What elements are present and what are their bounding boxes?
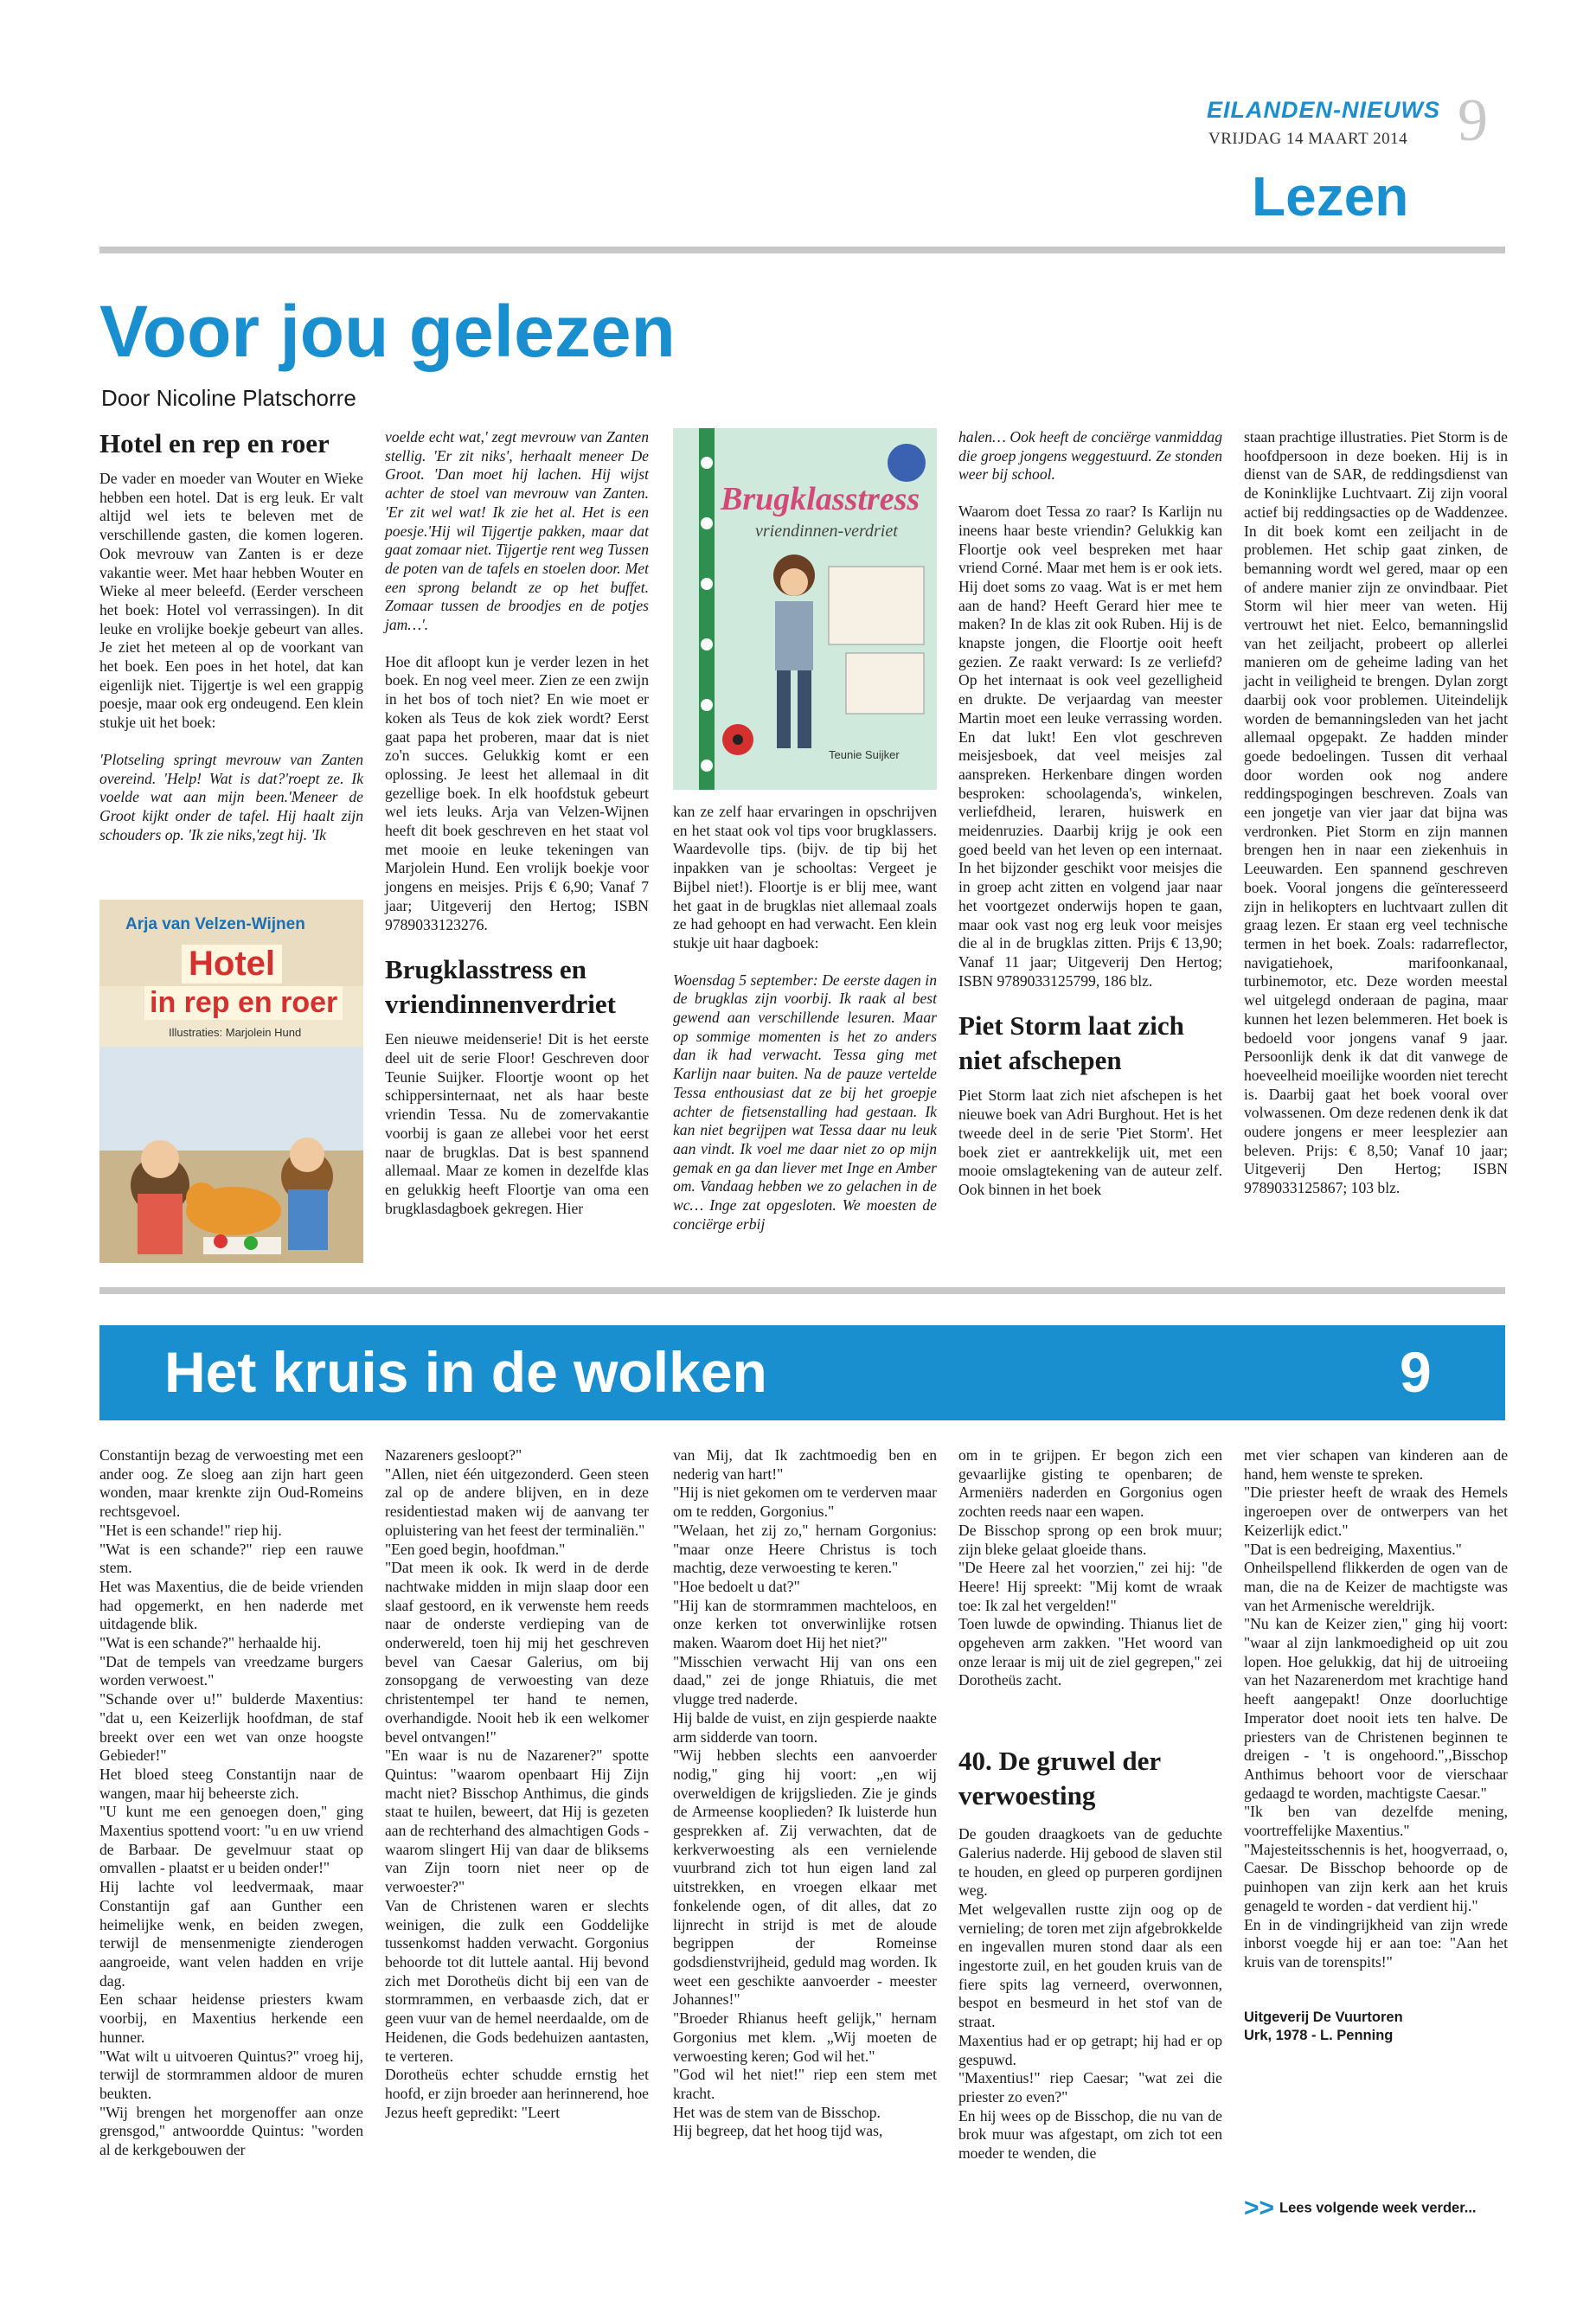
serial-paragraph: "Welaan, het zij zo," hernam Gorgonius: "maar onze Heere Christus is toch machtig, deze verwoesting te keren." bbox=[673, 1521, 937, 1577]
review3-body: staan prachtige illustraties. Piet Storm is de hoofdpersoon in deze boeken. Hij is in dienst van de SAR, de reddingsdienst van de Koninklijke Luchtvaart. Zij zijn vooral actief bij reddingsacties op de Waddenzee. In dit boek komt een zeiljacht in de problemen. Het schip gaat zinken, de bemanning wordt wel gered, maar op een of andere manier zijn ze onvindbaar. Piet Storm wil hier meer van weten. Hij vertrouwt het niet. Eelco, bemanningslid van het zeiljacht, probeert op allerlei manieren om de geheime lading van het jacht in veiligheid te brengen. Dylan zorgt daarbij ook voor problemen. Uiteindelijk worden de bemanningsleden van het jacht allemaal opgepakt. Ze hadden minder goede bedoelingen. Tussen dit verhaal door worden ook nog andere reddingspogingen beschreven. Zoals van een jongetje van vier jaar dat bijna was verdronken. Piet Storm en zijn mannen brengen hen in naar een ziekenhuis in Leeuwarden. Een spannend geschreven boek. Vooral jongens die geïnteresseerd zijn in helikopters en luchtvaart zullen dit graag lezen. Er staan erg veel technische termen in het boek. Zoals: radarreflector, navigatiehoek, marifoonkanaal, turbinemotor, etc. Deze worden meestal wel uitgelegd onderaan de pagina, maar kunnen het lezen belemmeren. Het boek is bedoeld voor jongens vanaf 9 jaar. Persoonlijk denk ik dat dit vanwege de hoeveelheid moeilijke woorden niet terecht is. Daarbij gaat het boek vooral over volwassenen. Om deze redenen denk ik dat oudere jongens er meer leesplezier aan beleven. Prijs: € 8,50; Vanaf 10 jaar; Uitgeverij Den Hertog; ISBN 9789033125867; 103 blz. bbox=[1244, 428, 1508, 1197]
brugklas-cover-title-b: vriendinnen-verdriet bbox=[755, 522, 898, 541]
review1-paragraph: De vader en moeder van Wouter en Wieke hebben een hotel. Dat is erg leuk. Er valt altijd wel iets te beleven met de verschillende gasten, die komen logeren. Ook mevrouw van Zanten is er deze vakantie weer. Met haar hebben Wouter en Wieke al meer beleefd. (Eerder verscheen het boek: Hotel vol verrassingen). In dit leuke en vrolijke boekje gebeurt van alles. Je ziet het meteen al op de voorkant van het boek. Een poes in het hotel, dat kan eigenlijk niet. Tijgertje is wel een grappig poesje, maar ook erg ondeugend. Een klein stukje uit het boek: bbox=[99, 470, 363, 732]
brugklas-cover-title-a: Brugklasstress bbox=[721, 481, 920, 517]
brugklas-book-cover bbox=[673, 428, 937, 790]
review-column-2 bbox=[385, 428, 649, 1236]
serial-column-4 bbox=[958, 1446, 1222, 2163]
double-arrow-icon: >> bbox=[1244, 2194, 1275, 2222]
serial-paragraph: "Dat is een bedreiging, Maxentius." bbox=[1244, 1540, 1462, 1558]
review1-conclusion: Hoe dit afloopt kun je verder lezen in het boek. En nog veel meer. Zien ze een zwijn in het bos of toch niet? En wie moet er koken als Teus de kok ziek wordt? Eerst gaat papa het proberen, maar dat is niet zo'n succes. Gelukkig komt er een oplossing. Je leest het allemaal in dit gezellige boek. In elk hoofdstuk gebeurt wel iets leuks. Arja van Velzen-Wijnen heeft dit boek geschreven en het staat vol met mooie en leuke tekeningen van Marjolein Hund. Een vrolijk boekje voor jongens en meisjes. Prijs € 6,90; Vanaf 7 jaar; Uitgeverij den Hertog; ISBN 9789033123276. bbox=[385, 652, 649, 933]
serial-paragraph: Hij lachte vol leedvermaak, maar Constantijn gaf aan Gunther een heimelijke wenk, en beiden zwegen, terwijl de mensenmenigte zienderogen aangroeide, want velen hadden en vrije dag. bbox=[99, 1878, 363, 1990]
serial-paragraph: "Allen, niet één uitgezonderd. Geen steen zal op de andere blijven, en in deze residentiestad maken wij de aanvang ter opluistering van het feest der terminaliën." bbox=[385, 1465, 649, 1539]
review-column-5 bbox=[1244, 428, 1508, 1216]
serial-column-1 bbox=[99, 1446, 363, 2160]
serial-paragraph: De Bisschop sprong op een brok muur; zijn bleke gelaat gloeide thans. bbox=[958, 1521, 1222, 1558]
serial-paragraph: En hij wees op de Bisschop, die nu van de brok muur was afgestapt, om zich tot een moeder te wenden, die bbox=[958, 2106, 1222, 2163]
serial-paragraph: "Een goed begin, hoofdman." bbox=[385, 1540, 566, 1558]
serial-paragraph: "Hij kan de stormrammen machteloos, en onze kerken tot onverwinlijke rotsen maken. Waarom doet Hij het niet?" bbox=[673, 1596, 937, 1652]
serial-paragraph: "Wat is een schande?" herhaalde hij. bbox=[99, 1634, 322, 1652]
serial-paragraph: "Dat meen ik ook. Ik werd in de derde nachtwake midden in mijn slaap door een slaaf gestoord, en ik verwenste hem reeds naar de onderste verdieping van de onderwereld, toen hij mij het geschreven bevel van Caesar Galerius, om bij zonsopgang de verwoesting van deze christentempel ter hand te nemen, overhandigde. Nooit heb ik een welkomer bevel ontvangen!" bbox=[385, 1559, 649, 1746]
hotel-cover-illustrator: Illustraties: Marjolein Hund bbox=[169, 1026, 302, 1039]
hotel-cover-title-1: Hotel bbox=[182, 945, 282, 984]
review2-diary-intro: kan ze zelf haar ervaringen in opschrijven en het staat ook vol tips voor brugklassers. Waardevolle tips. (bijv. de tip bij het inpakken van je schooltas: Vergeet je Bijbel niet!). Floortje is er blij mee, want het gaat in de brugklas niet allemaal zoals ze had gehoopt en had verwacht. Een klein stukje uit haar dagboek: bbox=[673, 803, 937, 952]
feature-byline: Door Nicoline Platschorre bbox=[101, 385, 356, 411]
serial-paragraph: Het bloed steeg Constantijn naar de wangen, maar hij beheerste zich. bbox=[99, 1765, 363, 1802]
review-column-3 bbox=[673, 803, 937, 1252]
serial-paragraph: "Schande over u!" bulderde Maxentius: "dat u, een Keizerlijk hoofdman, de staf breekt over een wet van onze hoogste Gebieder!" bbox=[99, 1690, 363, 1765]
serial-publisher: Uitgeverij De Vuurtoren bbox=[1244, 2009, 1403, 2025]
serial-column-5 bbox=[1244, 1446, 1508, 2046]
serial-paragraph: "Hij is niet gekomen om te verderven maar om te redden, Gorgonius." bbox=[673, 1484, 937, 1521]
serial-paragraph: om in te grijpen. Er begon zich een gevaarlijke gisting te openbaren; de Armeniërs naderden en Gorgonius ogen zochten reeds naar een wapen. bbox=[958, 1446, 1222, 1521]
serial-paragraph: Toen luwde de opwinding. Thianus liet de opgeheven arm zakken. "Het woord van onze leraar is mij uit de ziel gegrepen," zei Dorotheüs zacht. bbox=[958, 1615, 1222, 1689]
serial-paragraph: De gouden draagkoets van de geduchte Galerius naderde. Hij gebood de slaven stil te houden, en gleed op purperen gordijnen weg. bbox=[958, 1825, 1222, 1900]
serial-publisher-line2: Urk, 1978 - L. Penning bbox=[1244, 2028, 1394, 2044]
serial-paragraph: Nazareners gesloopt?" bbox=[385, 1446, 522, 1464]
serial-paragraph: met vier schapen van kinderen aan de hand, hem wenste te spreken. bbox=[1244, 1446, 1508, 1483]
serial-paragraph: "Broeder Rhianus heeft gelijk," hernam Gorgonius met klem. „Wij moeten de verwoesting keren; God wil het." bbox=[673, 2009, 937, 2065]
review1-quote-continued: voelde echt wat,' zegt mevrouw van Zanten stellig. 'Er zit niks', herhaalt meneer De Groot. 'Dan moet hij lachen. Hij wijst achter de stoel van mevrouw van Zanten. 'Er zit wel wat! Ik zie het al. Het is een poesje.'Hij wil Tijgertje pakken, maar dat gaat zomaar niet. Tijgertje rent weg Tussen de poten van de tafels en stoelen door. Met een sprong belandt ze op het buffet. Zomaar tussen de broodjes en de potjes jam…'. bbox=[385, 428, 649, 634]
issue-date: VRIJDAG 14 MAART 2014 bbox=[1208, 130, 1408, 148]
serial-episode-number: 9 bbox=[1400, 1340, 1432, 1404]
review-column-4 bbox=[958, 428, 1222, 1218]
review2-diary-quote-end: halen… Ook heeft de conciërge vanmiddag die groep jongens weggestuurd. Ze stonden weer bij school. bbox=[958, 428, 1222, 484]
serial-paragraph: Maxentius had er op getrapt; hij had er op gespuwd. bbox=[958, 2031, 1222, 2068]
hotel-cover-title-2: in rep en roer bbox=[144, 986, 343, 1020]
next-week-link[interactable] bbox=[1244, 2194, 1477, 2223]
serial-paragraph: "Ik ben van dezelfde mening, voortreffelijke Maxentius." bbox=[1244, 1803, 1508, 1840]
review-column-1 bbox=[99, 426, 363, 862]
serial-paragraph: Hij balde de vuist, en zijn gespierde naakte arm sidderde van toorn. bbox=[673, 1708, 937, 1746]
serial-paragraph: Een schaar heidense priesters kwam voorbij, en Maxentius herkende een hunner. bbox=[99, 1990, 363, 2046]
feature-title: Voor jou gelezen bbox=[99, 291, 676, 372]
review3-intro: Piet Storm laat zich niet afschepen is het nieuwe boek van Adri Burghout. Het is het tweede deel in de serie 'Piet Storm'. Het boek ziet er aantrekkelijk uit, met een mooie omslagtekening van de auteur zelf. Ook binnen in het boek bbox=[958, 1086, 1222, 1198]
serial-paragraph: "En waar is nu de Nazarener?" spotte Quintus: "waarom openbaart Hij Zijn macht niet? Bisschop Anthimus, die ginds staat te huilen, beweert, dat Hij is gezeten aan de rechterhand des almachtigen Gods - waarom slingert Hij van daar de bliksems van Zijn toorn niet neer op de verwoester?" bbox=[385, 1747, 649, 1896]
mid-rule bbox=[99, 1287, 1505, 1294]
hotel-cover-author: Arja van Velzen-Wijnen bbox=[125, 915, 305, 933]
review2-heading: Brugklasstress en vriendinnenverdriet bbox=[385, 954, 616, 1020]
section-title: Lezen bbox=[1252, 165, 1409, 228]
serial-paragraph: "Wij hebben slechts een aanvoerder nodig," ging hij voort: „en wij overweldigen de krijgslieden. Zie je ginds de Armeense kooplieden? Ik luisterde hun gesprekken af. Zij verwachten, dat de kerkverwoesting als een vernielende vuurbrand zich tot hun eigen land zal uitstrekken, en vroegen elkaar met fonkelende ogen, of dit alles, dat zo lijnrecht in strijd is met de aloude begrippen der Romeinse godsdienstvrijheid, geduld mag worden. Ik weet een geschikte aanvoerder - meester Johannes!" bbox=[673, 1747, 937, 2009]
serial-column-2 bbox=[385, 1446, 649, 2122]
serial-paragraph: En in de vindingrijkheid van zijn wrede inborst voegde hij er aan toe: "Aan het kruis van de torenspits!" bbox=[1244, 1915, 1508, 1971]
serial-paragraph: "Dat de tempels van vreedzame burgers worden verwoest." bbox=[99, 1652, 363, 1689]
serial-title: Het kruis in de wolken bbox=[164, 1340, 767, 1404]
review1-quote: 'Plotseling springt mevrouw van Zanten overeind. 'Help! Wat is dat?'roept ze. Ik voelde wat aan mijn been.'Meneer de Groot kijkt onder de tafel. Hij haalt zijn schouders op. 'Ik zie niks,'zegt hij. 'Ik bbox=[99, 750, 363, 843]
review2-diary-quote: Woensdag 5 september: De eerste dagen in de brugklas zijn voorbij. Ik raak al best gewend aan verschillende lesuren. Maar op sommige momenten is het zo anders dan ik had verwacht. Tessa ging met Karlijn naar buiten. Na de pauze vertelde Tessa enthousiast dat ze bij het groepje achter de fietsenstalling had gestaan. Ik kan niet begrijpen wat Tessa daar nu leuk aan vindt. Ik voel me daar niet zo op mijn gemak en ga dan liever met Inge en Amber om. Vandaag hebben we zo gelachen in de wc… Inge zat opgesloten. We moesten de conciërge erbij bbox=[673, 971, 937, 1233]
newspaper-logo: EILANDEN-NIEUWS bbox=[1207, 97, 1440, 123]
serial-paragraph: Het was de stem van de Bisschop. bbox=[673, 2103, 881, 2121]
serial-paragraph: Het was Maxentius, die de beide vrienden had opgemerkt, en hen naderde met uitdagende blik. bbox=[99, 1577, 363, 1633]
serial-paragraph: "Wij brengen het morgenoffer aan onze grensgod," antwoordde Quintus: "worden al de kerkgebouwen der bbox=[99, 2103, 363, 2159]
serial-paragraph: "Majesteitsschennis is het, hoogverraad, o, Caesar. De Bisschop behoorde op de puinhopen van zijn kerk aan het kruis genageld te worden - dat verdient hij." bbox=[1244, 1840, 1508, 1914]
top-rule bbox=[99, 247, 1505, 253]
serial-paragraph: "Wat is een schande?" riep een rauwe stem. bbox=[99, 1540, 363, 1577]
serial-paragraph: "Hoe bedoelt u dat?" bbox=[673, 1577, 800, 1595]
serial-chapter-heading: 40. De gruwel der verwoesting bbox=[958, 1746, 1161, 1811]
serial-paragraph: "Het is een schande!" riep hij. bbox=[99, 1521, 282, 1539]
serial-paragraph: Hij begreep, dat het hoog tijd was, bbox=[673, 2122, 883, 2140]
page-number: 9 bbox=[1458, 87, 1488, 154]
serial-paragraph: Onheilspellend flikkerden de ogen van de man, die na de Keizer de machtigste was van het Armenische wereldrijk. bbox=[1244, 1559, 1508, 1614]
serial-paragraph: van Mij, dat Ik zachtmoedig ben en nederig van hart!" bbox=[673, 1446, 937, 1483]
review3-heading: Piet Storm laat zich niet afschepen bbox=[958, 1010, 1184, 1076]
review2-conclusion: Waarom doet Tessa zo raar? Is Karlijn nu ineens haar beste vriendin? Gelukkig kan Floortje ook veel bespreken met haar vriend Corné. Maar met hem is er ook iets. Hij doet soms zo vaag. Wat is er met hem aan de hand? Heeft Gerard hier mee te maken? In de klas zit ook Ruben. Hij is de knapste jongen, die Floortje ooit heeft gezien. Ze raakt verward: Is ze verliefd? Op het internaat is ook veel gezelligheid en drukte. De verjaardag van meester Martin moet een leuke verrassing worden. En dat lukt! Een vlot geschreven meisjesboek, dat veel meisjes zal aanspreken. Herkenbare dingen worden besproken: schoolagenda's, winkelen, verliefdheid, leraren, huiswerk en meidenruzies. Daarbij krijg je ook een goed beeld van het leven op een internaat. In het bijzonder geschikt voor meisjes die in groep acht zitten en volgend jaar naar het voortgezet onderwijs hopen te gaan, maar ook vast nog erg leuk voor meisjes die al in de brugklas zitten. Prijs € 13,90; Vanaf 11 jaar; Uitgeverij Den Hertog; ISBN 9789033125799, 186 blz. bbox=[958, 503, 1222, 990]
serial-paragraph: Dorotheüs echter schudde ernstig het hoofd, er zijn broeder aan herinnerend, hoe Jezus heeft gepredikt: "Leert bbox=[385, 2066, 649, 2121]
serial-paragraph: "Wat wilt u uitvoeren Quintus?" vroeg hij, terwijl de stormrammen aldoor de muren beukten. bbox=[99, 2047, 363, 2102]
serial-paragraph: Met welgevallen rustte zijn oog op de vernieling; de toren met zijn afgebrokkelde en ingevallen muren stond daar als een ingestorte zuil, en het gouden kruis van de fiere spits lag verneerd, overwonnen, bespot en besmeurd in het stof van de straat. bbox=[958, 1900, 1222, 2031]
brugklas-cover-author: Teunie Suijker bbox=[829, 748, 900, 761]
serial-paragraph: "De Heere zal het voorzien," zei hij: "de Heere! Hij spreekt: "Mij komt de wraak toe: Ik zal het vergelden!" bbox=[958, 1559, 1222, 1614]
serial-paragraph: "God wil het niet!" riep een stem met kracht. bbox=[673, 2066, 937, 2102]
next-week-label: Lees volgende week verder... bbox=[1279, 2200, 1477, 2216]
serial-column-3 bbox=[673, 1446, 937, 2141]
serial-paragraph: Van de Christenen waren er slechts weinigen, die zulk een Goddelijke tussenkomst hadden verwacht. Gorgonius behoorde tot dit luttele aantal. Hij bevond zich met Dorotheüs dicht bij een van de stormrammen, en verbaasde zich, dat er geen vuur van de hemel neerdaalde, om de Heidenen, die Gods bedehuizen aantasten, te verteren. bbox=[385, 1896, 649, 2065]
review1-heading: Hotel en rep en roer bbox=[99, 428, 330, 458]
serial-paragraph: "Maxentius!" riep Caesar; "wat zei die priester zo even?" bbox=[958, 2069, 1222, 2106]
serial-paragraph: "U kunt me een genoegen doen," ging Maxentius spottend voort: "u en uw vriend de Barbaar. De gevelmuur staat op omvallen - plaatst er u beiden onder!" bbox=[99, 1803, 363, 1877]
serial-paragraph: "Misschien verwacht Hij van ons een daad," zei de jonge Rhiatuis, die met vlugge tred naderde. bbox=[673, 1652, 937, 1708]
serial-paragraph: Constantijn bezag de verwoesting met een ander oog. Ze sloeg aan zijn hart geen wonden, maar krenkte zijn Oud-Romeins rechtsgevoel. bbox=[99, 1446, 363, 1521]
review2-intro: Een nieuwe meidenserie! Dit is het eerste deel uit de serie Floor! Geschreven door Teunie Suijker. Floortje woont op het schippersinternaat, net als haar beste vriendin Tessa. Nu de zomervakantie voorbij is gaan ze allebei voor het eerst naar de brugklas. Dat is best spannend allemaal. Maar ze komen in dezelfde klas en gelukkig heeft Floortje van oma een brugklasdagboek gekregen. Hier bbox=[385, 1030, 649, 1217]
serial-paragraph: "Nu kan de Keizer zien," ging hij voort: "waar al zijn lankmoedigheid op uit zou lopen. Hoe gelukkig, dat hij de uitroeiing van het Nazarenerdom met krachtige hand heeft aangepakt! Onze doorluchtige Imperator doet nooit iets ten halve. De priesters van de Christenen beginnen te dreigen - 't is ongehoord.",,Bisschop Anthimus behoort voor de vierschaar gedaagd te worden, machtigste Caesar." bbox=[1244, 1615, 1508, 1802]
hotel-book-cover bbox=[99, 900, 363, 1263]
serial-paragraph: "Die priester heeft de wraak des Hemels ingeroepen over de ontwerpers van het Keizerlijk edict." bbox=[1244, 1484, 1508, 1539]
